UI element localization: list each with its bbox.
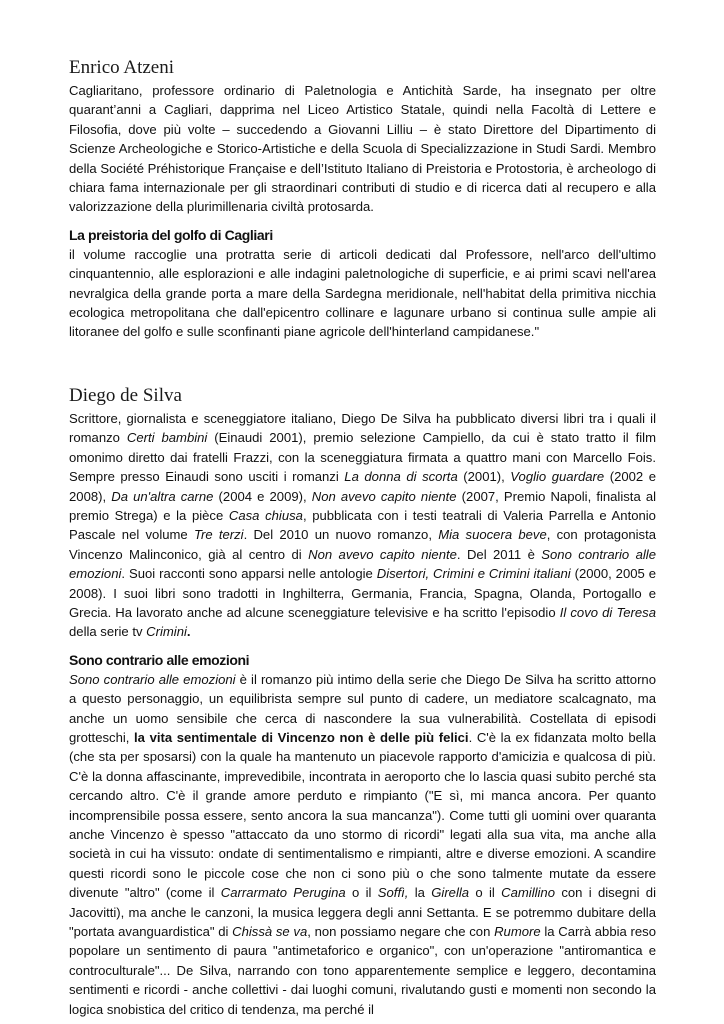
- emphasis-text: la vita sentimentale di Vincenzo non è delle più felici: [134, 729, 469, 745]
- book-title-inline: La donna di scorta: [344, 469, 458, 485]
- italic-ref: Camillino: [501, 885, 555, 901]
- book-title-inline: Mia suocera beve: [438, 527, 547, 543]
- italic-ref: Chissà se va: [232, 924, 308, 940]
- book-description: Sono contrario alle emozioni è il romanzo più intimo della serie che Diego De Silva ha scritto attorno a questo personaggio, un equilibrista sempre sul punto di cadere, un mediatore scalcagnato, ma anche un uomo sensibile che cerca di nascondere la sua vulnerabilità. Costellata di episodi grotteschi, la vita sentimentale di Vincenzo non è delle più felici. C'è la ex fidanzata molto bella (che sta per sposarsi) con la quale ha mantenuto un piacevole rapporto d'amicizia e qualcosa di più. C'è la donna affascinante, imprevedibile, incontrata in aeroporto che lo lascia quasi subito perché sta cercando altro. C'è il grande amore perduto e rimpianto ("E sì, mi manca ancora. Per quanto incomprensibile possa essere, sento ancora la sua mancanza"). Come tutti gli uomini over quaranta anche Vincenzo è spesso "attaccato da uno stormo di ricordi" legati alla sua vita, ma anche alla società in cui ha vissuto: ondate di sentimentalismo e rimpianti, altre e diverse emozioni. A scandire questi ricordi sono le piccole cose che non ci sono più o che sono talmente mutate da essere divenute "altro" (come il Carrarmato Perugina o il Soffì, la Girella o il Camillino con i disegni di Jacovitti), ma anche le canzoni, la musica leggera degli anni Settanta. E se potremmo dubitare della "portata avanguardistica" di Chissà se va, non possiamo negare che con Rumore la Carrà abbia reso popolare un sentimento di paura "antimetaforico e organico", con un'operazione "antiromantica e controculturale"... De Silva, narrando con tono apparentemente semplice e leggero, decontamina sentimenti e ricordi - anche collettivi - dai luoghi comuni, rivalutando gusti e momenti non secondo la logica snobistica del critico di tendenza, ma perché il: [69, 671, 656, 1017]
- book-title-inline: Non avevo capito niente: [308, 546, 457, 562]
- book-title-inline: Il covo di Teresa: [559, 604, 656, 620]
- book-title-inline: Da un'altra carne: [111, 488, 214, 504]
- book-title: La preistoria del golfo di Cagliari: [69, 226, 273, 243]
- book-title-inline: Voglio guardare: [510, 469, 605, 485]
- author-bio: Cagliaritano, professore ordinario di Paletnologia e Antichità Sarde, ha insegnato per oltre quarant’anni a Cagliari, dapprima nel Liceo Artistico Statale, quindi nella Facoltà di Lettere e Filosofia, dove più volte – succedendo a Giovanni Lilliu – è stato Direttore del Dipartimento di Scienze Archeologiche e Storico-Artistiche e della Scuola di Specializzazione in Studi Sardi. Membro della Société Préhistorique Française e dell’Istituto Italiano di Preistoria e Protostoria, è archeologo di chiara fama internazionale per gli straordinari contributi di studio e di ricerca dati al recupero e alla valorizzazione della plurimillenaria civiltà protosarda.: [69, 83, 656, 215]
- italic-ref: Rumore: [494, 924, 541, 940]
- document-body: [69, 56, 656, 1019]
- author-name: Diego de Silva: [69, 384, 182, 406]
- book-title-inline: Certi bambini: [126, 430, 208, 446]
- book-description: il volume raccoglie una protratta serie di articoli dedicati dal Professore, nell'arco dell'ultimo cinquantennio, alle esplorazioni e alle indagini paletnologiche di superficie, e ai primi scavi nell'area nevralgica della grande porta a mare della Sardegna meridionale, nell'habitat della primitiva nicchia ecologica metropolitana che dall'epicentro collinare e lagunare urbano si continua sulle ampie ali litoranee del golfo e sulle sconfinanti piane agricole dell'hinterland campidanese.": [69, 246, 656, 340]
- book-title-inline: Sono contrario alle emozioni: [69, 546, 657, 582]
- book-title-inline: Non avevo capito niente: [311, 488, 457, 504]
- book-title-inline: Crimini: [146, 624, 187, 640]
- book-title-inline: Tre terzi: [193, 527, 244, 543]
- book-title-inline: Disertori, Crimini e Crimini italiani: [376, 566, 571, 582]
- author-bio: Scrittore, giornalista e sceneggiatore italiano, Diego De Silva ha pubblicato diversi libri tra i quali il romanzo Certi bambini (Einaudi 2001), premio selezione Campiello, da cui è stato tratto il film omonimo diretto dai fratelli Frazzi, con la sceneggiatura firmata a quattro mani con Marcello Fois. Sempre presso Einaudi sono usciti i romanzi La donna di scorta (2001), Voglio guardare (2002 e 2008), Da un'altra carne (2004 e 2009), Non avevo capito niente (2007, Premio Napoli, finalista al premio Strega) e la pièce Casa chiusa, pubblicata con i testi teatrali di Valeria Parrella e Antonio Pascale nel volume Tre terzi. Del 2010 un nuovo romanzo, Mia suocera beve, con protagonista Vincenzo Malinconico, già al centro di Non avevo capito niente. Del 2011 è Sono contrario alle emozioni. Suoi racconti sono apparsi nelle antologie Disertori, Crimini e Crimini italiani (2000, 2005 e 2008). I suoi libri sono tradotti in Inghilterra, Germania, Francia, Spagna, Olanda, Portogallo e Grecia. Ha lavorato anche ad alcune sceneggiature televisive e ha scritto l'episodio Il covo di Teresa della serie tv Crimini.: [69, 410, 657, 640]
- italic-ref: Soffì,: [377, 885, 409, 901]
- book-title: Sono contrario alle emozioni: [69, 651, 250, 668]
- book-title-inline: Sono contrario alle emozioni: [69, 671, 236, 687]
- author-name: Enrico Atzeni: [69, 57, 174, 78]
- italic-ref: Girella: [431, 885, 470, 901]
- italic-ref: Carrarmato Perugina: [220, 885, 346, 901]
- section-spacer: [69, 342, 656, 384]
- book-title-inline: Casa chiusa: [228, 507, 303, 523]
